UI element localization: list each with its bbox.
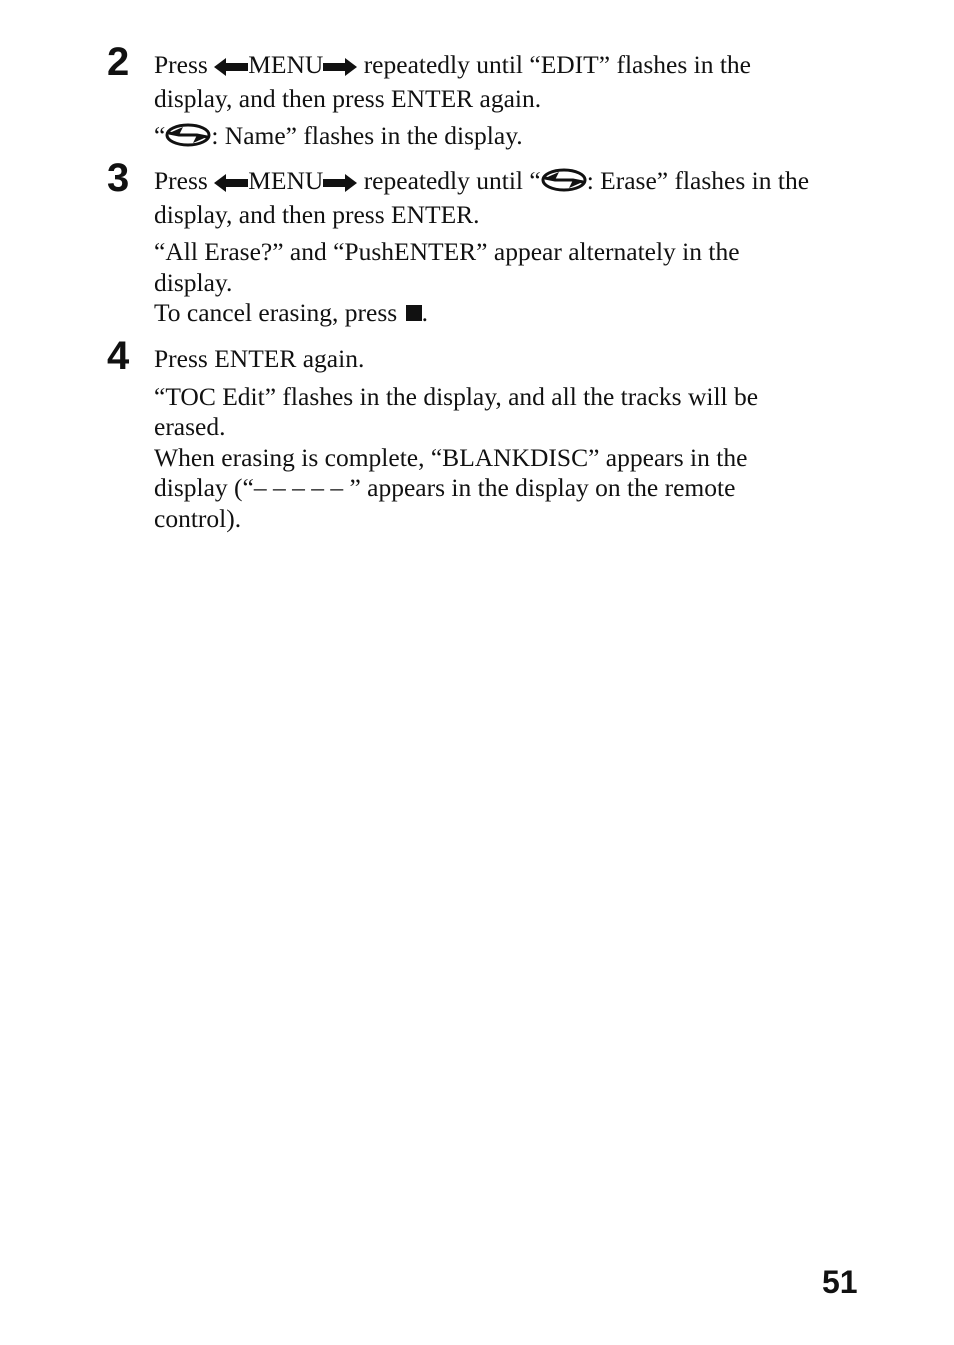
instruction-line: Press MENU repeatedly until “EDIT” flashes in the — [154, 50, 874, 84]
note-line: “ : Name” flashes in the display. — [154, 121, 874, 155]
step-body: Press MENU repeatedly until “EDIT” flashes in the display, and then press ENTER again. “ : Name” flashes in the display. — [154, 50, 874, 155]
right-arrow-icon — [323, 169, 357, 200]
page-number: 51 — [822, 1264, 858, 1300]
step-number: 3 — [107, 156, 130, 200]
disc-icon — [541, 168, 587, 200]
step-number: 4 — [107, 334, 130, 378]
step-body: Press ENTER again. “TOC Edit” flashes in the display, and all the tracks will be erased. When erasing is complete, “BLANKDISC” appears in the display (“– – – – – ” appears in the display on the remote control). — [154, 344, 759, 533]
left-arrow-icon — [214, 169, 248, 200]
instruction-line: Press MENU repeatedly until “ : Erase” flashes in the — [154, 166, 874, 200]
right-arrow-icon — [323, 53, 357, 84]
stop-icon — [406, 305, 422, 321]
disc-icon — [165, 123, 211, 155]
step-body: Press MENU repeatedly until “ : Erase” flashes in the display, and then press ENTER. “All Erase?” and “PushENTER” appear alternately in the display. To cancel erasing, press . — [154, 166, 874, 329]
cancel-line: To cancel erasing, press . — [154, 298, 428, 327]
left-arrow-icon — [214, 53, 248, 84]
step-number: 2 — [107, 40, 130, 84]
